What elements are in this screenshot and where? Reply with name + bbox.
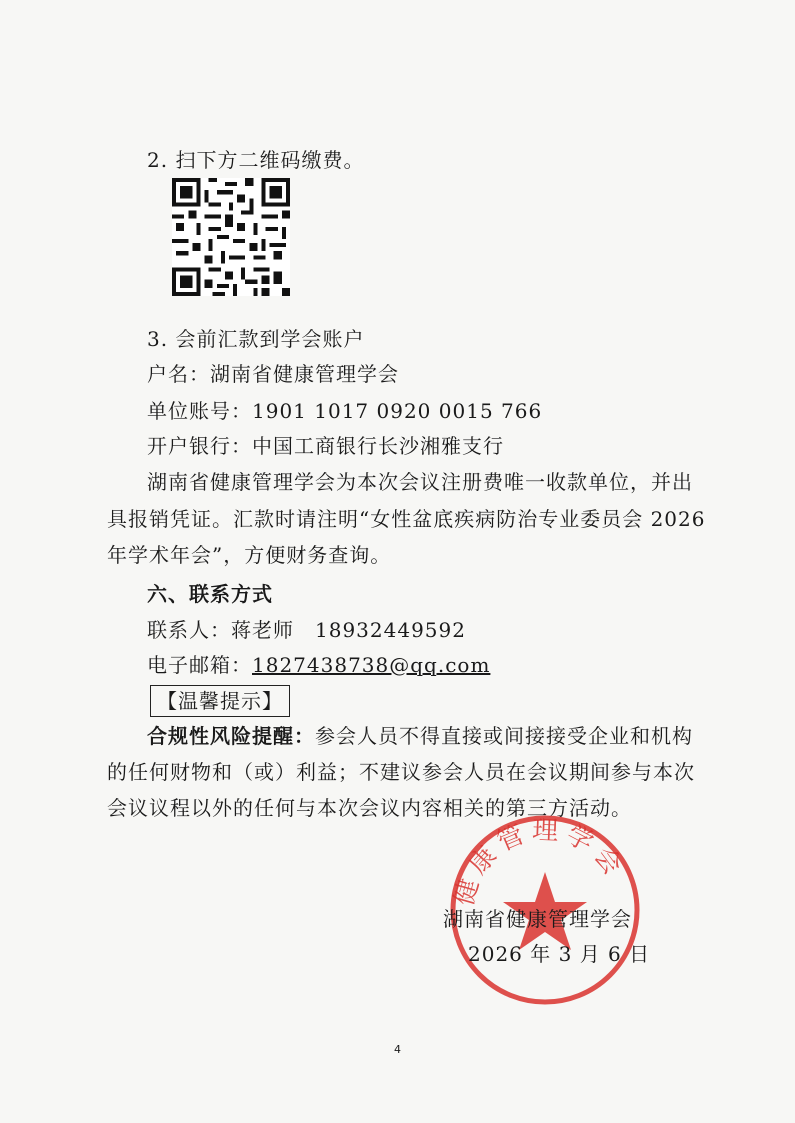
email-link[interactable]: 1827438738@qq.com <box>252 653 491 677</box>
signature-date: 2026 年 3 月 6 日 <box>468 942 651 966</box>
payment-item-2: 2. 扫下方二维码缴费。 <box>147 148 365 172</box>
contact-heading: 六、联系方式 <box>147 582 273 606</box>
page-number: 4 <box>394 1043 401 1056</box>
account-number: 单位账号：1901 1017 0920 0015 766 <box>147 399 543 423</box>
svg-text:健康管理学会: 健康管理学会 <box>449 815 631 909</box>
signature-org: 湖南省健康管理学会 <box>443 907 632 931</box>
bank-name: 开户银行：中国工商银行长沙湘雅支行 <box>147 434 504 458</box>
payment-note-line-3: 年学术年会”，方便财务查询。 <box>107 543 392 567</box>
payment-qr-code <box>172 178 290 296</box>
email-label: 电子邮箱： <box>147 653 252 677</box>
account-name: 户名：湖南省健康管理学会 <box>147 362 399 386</box>
tips-line-2: 的任何财物和（或）利益；不建议参会人员在会议期间参与本次 <box>107 760 695 784</box>
payment-note-line-1: 湖南省健康管理学会为本次会议注册费唯一收款单位，并出 <box>147 470 693 494</box>
contact-person: 联系人：蒋老师 18932449592 <box>147 618 466 642</box>
tips-line-3: 会议议程以外的任何与本次会议内容相关的第三方活动。 <box>107 796 632 820</box>
payment-item-3: 3. 会前汇款到学会账户 <box>147 327 365 351</box>
payment-note-line-2: 具报销凭证。汇款时请注明“女性盆底疾病防治专业委员会 2026 <box>107 507 706 531</box>
tips-heading: 【温馨提示】 <box>150 685 290 717</box>
tips-line-1 <box>147 722 693 750</box>
compliance-lead: 合规性风险提醒： <box>147 724 315 748</box>
tips-line-1-rest: 参会人员不得直接或间接接受企业和机构 <box>315 724 693 748</box>
contact-email-row <box>147 651 490 679</box>
